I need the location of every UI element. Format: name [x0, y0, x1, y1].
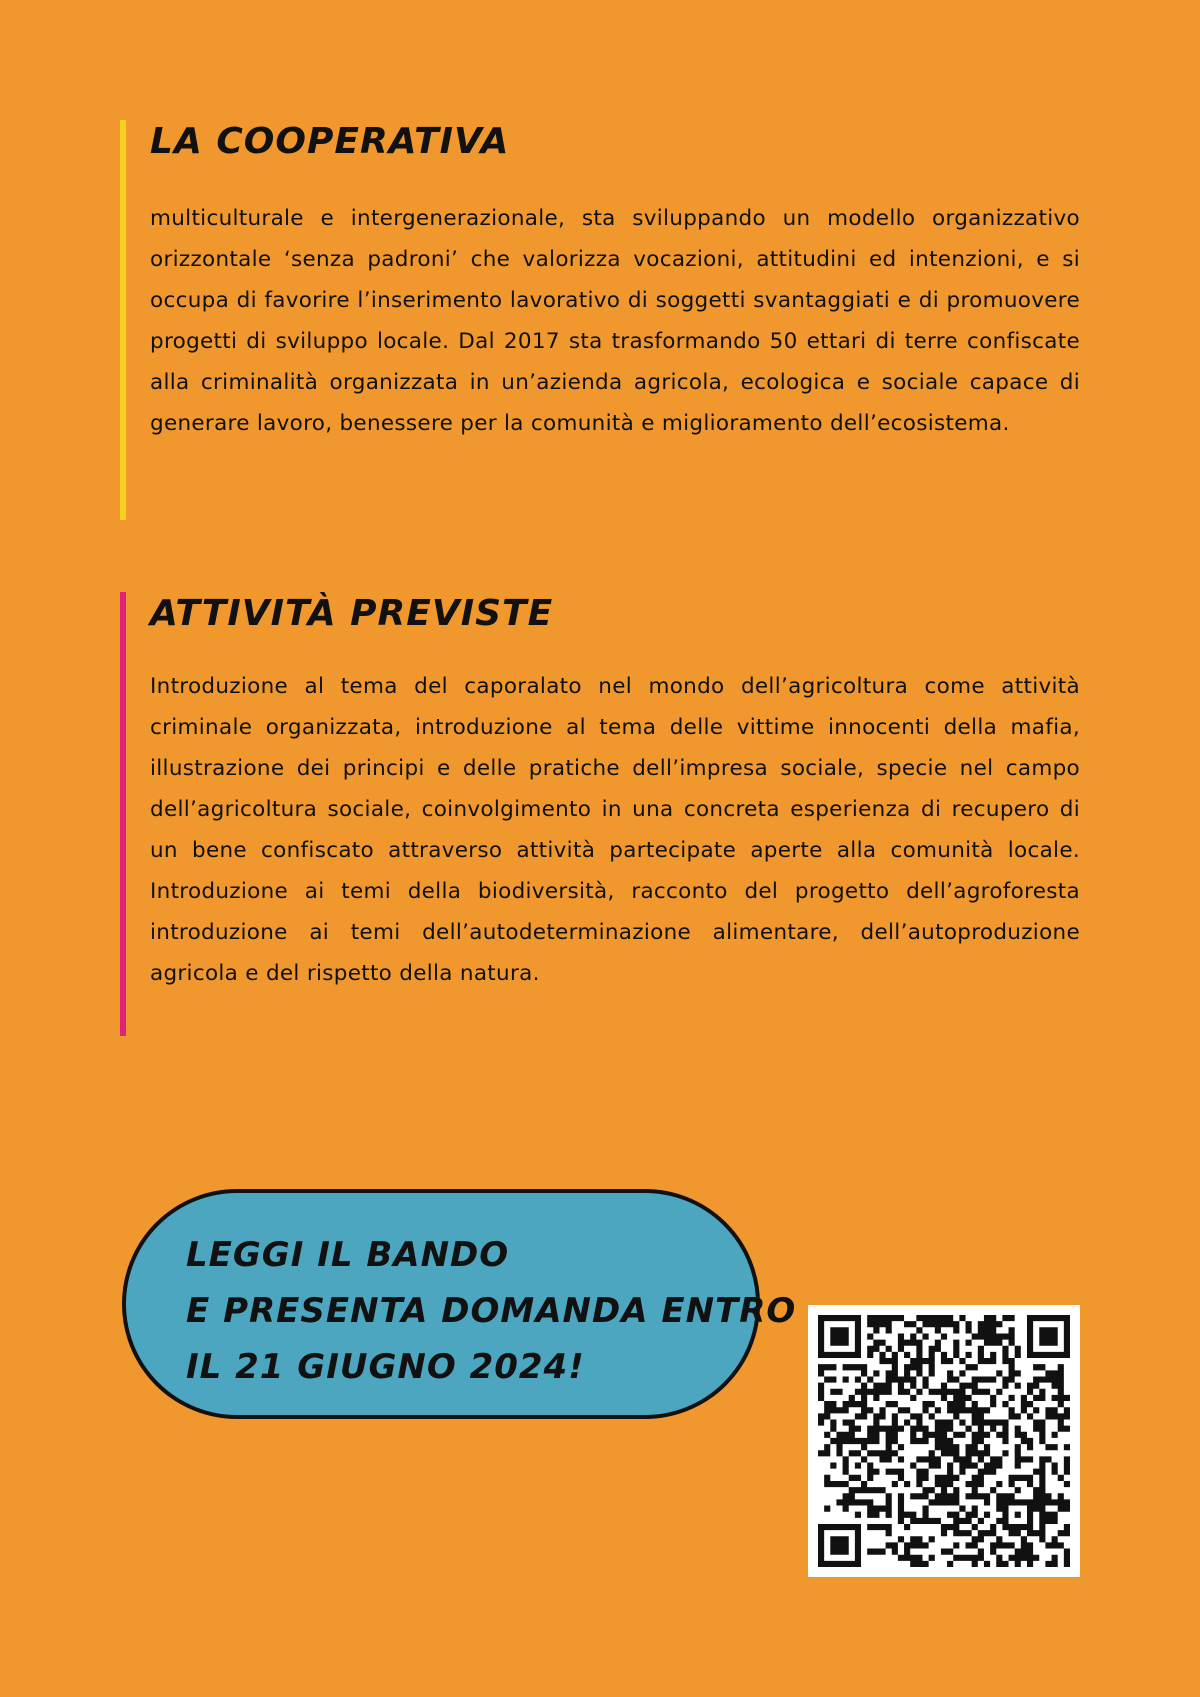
section-cooperativa: [120, 120, 1080, 520]
accent-bar-magenta: [120, 592, 126, 1036]
cta-line-1: LEGGI IL BANDO: [186, 1235, 510, 1275]
cta-line-3: IL 21 GIUGNO 2024!: [186, 1347, 585, 1387]
qr-code-icon: [818, 1315, 1070, 1567]
section-body-attivita: Introduzione al tema del caporalato nel mondo dell’agricoltura come attività criminale organizzata, introduzione al tema delle vittime innocenti della mafia, illustrazione dei principi e delle pratiche dell’impresa sociale, specie nel campo dell’agricoltura sociale, coinvolgimento in una concreta esperienza di recupero di un bene confiscato attraverso attività partecipate aperte alla comunità locale. Introduzione ai temi della biodiversità, racconto del progetto dell’agroforesta introduzione ai temi dell’autodeterminazione alimentare, dell’autoproduzione agricola e del rispetto della natura.: [150, 674, 1080, 986]
section-title-cooperativa: LA COOPERATIVA: [150, 121, 510, 162]
section-title-attivita: ATTIVITÀ PREVISTE: [150, 593, 554, 634]
section-body-cooperativa: multiculturale e intergenerazionale, sta sviluppando un modello organizzativo orizzontale ‘senza padroni’ che valorizza vocazioni, attitudini ed intenzioni, e si occupa di favorire l’inserimento lavorativo di soggetti svantaggiati e di promuovere progetti di sviluppo locale. Dal 2017 sta trasformando 50 ettari di terre confiscate alla criminalità organizzata in un’azienda agricola, ecologica e sociale capace di generare lavoro, benessere per la comunità e miglioramento dell’ecosistema.: [150, 206, 1080, 436]
qr-code[interactable]: [808, 1305, 1080, 1577]
qr-modules: [818, 1315, 1070, 1567]
accent-bar-yellow: [120, 120, 126, 520]
cta-pill[interactable]: [122, 1189, 797, 1419]
cta-line-2: E PRESENTA DOMANDA ENTRO: [186, 1291, 797, 1331]
section-attivita: [120, 592, 1080, 1036]
